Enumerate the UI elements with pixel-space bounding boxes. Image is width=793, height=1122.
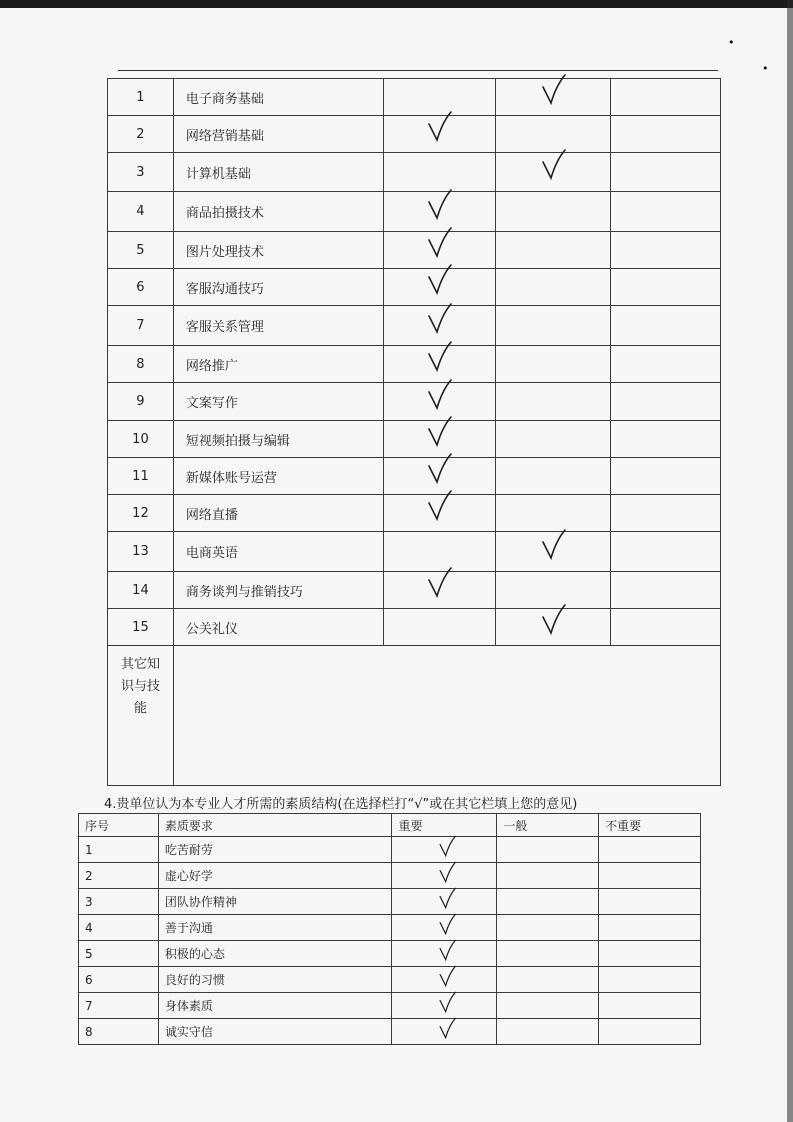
skills-table-row	[108, 306, 721, 346]
scan-right-edge	[787, 0, 793, 1122]
quality-table-header	[79, 814, 701, 837]
not-important-cell	[599, 915, 701, 941]
skill-name: 网络直播	[173, 495, 383, 532]
general-cell	[497, 941, 599, 967]
quality-table-row	[79, 941, 701, 967]
important-cell	[383, 153, 496, 192]
skills-table-row	[108, 572, 721, 609]
requirement-name: 善于沟通	[158, 915, 392, 941]
skill-name: 公关礼仪	[173, 609, 383, 646]
check-mark-icon	[426, 415, 452, 449]
row-number: 13	[108, 532, 174, 572]
not-important-cell	[611, 116, 721, 153]
skills-table-row	[108, 383, 721, 421]
important-cell	[383, 116, 496, 153]
row-number: 1	[79, 837, 159, 863]
skill-name: 商品拍摄技术	[173, 192, 383, 232]
skills-table-row	[108, 192, 721, 232]
row-number: 2	[108, 116, 174, 153]
quality-table-row	[79, 915, 701, 941]
check-mark-icon	[426, 452, 452, 486]
general-cell	[496, 609, 611, 646]
important-cell	[383, 609, 496, 646]
scan-mark: •	[728, 36, 735, 49]
check-mark-icon	[426, 340, 452, 374]
row-number: 9	[108, 383, 174, 421]
quality-table-row	[79, 837, 701, 863]
skill-name: 短视频拍摄与编辑	[173, 421, 383, 458]
not-important-cell	[611, 306, 721, 346]
skills-table-row	[108, 458, 721, 495]
important-cell	[392, 1019, 497, 1045]
row-number: 10	[108, 421, 174, 458]
top-rule	[118, 70, 718, 71]
row-number: 7	[108, 306, 174, 346]
col-header-requirement: 素质要求	[158, 814, 392, 837]
row-number: 14	[108, 572, 174, 609]
quality-table-row	[79, 889, 701, 915]
not-important-cell	[611, 572, 721, 609]
general-cell	[496, 269, 611, 306]
skill-name: 网络推广	[173, 346, 383, 383]
row-number: 5	[79, 941, 159, 967]
general-cell	[496, 116, 611, 153]
general-cell	[496, 383, 611, 421]
check-mark-icon	[434, 1017, 460, 1039]
requirement-name: 积极的心态	[158, 941, 392, 967]
check-mark-icon	[426, 110, 452, 144]
general-cell	[497, 863, 599, 889]
skill-name: 电子商务基础	[173, 79, 383, 116]
important-cell	[383, 495, 496, 532]
not-important-cell	[599, 837, 701, 863]
requirement-name: 身体素质	[158, 993, 392, 1019]
check-mark-icon	[426, 566, 452, 600]
check-mark-icon	[434, 991, 460, 1013]
row-number: 3	[79, 889, 159, 915]
important-cell	[392, 993, 497, 1019]
quality-table-row	[79, 967, 701, 993]
skills-table-row	[108, 495, 721, 532]
not-important-cell	[599, 889, 701, 915]
skills-table-row	[108, 232, 721, 269]
general-cell	[496, 192, 611, 232]
general-cell	[496, 421, 611, 458]
other-skills-label-line: 识与技	[120, 679, 160, 694]
row-number: 3	[108, 153, 174, 192]
check-mark-icon	[434, 887, 460, 909]
requirement-name: 良好的习惯	[158, 967, 392, 993]
important-cell	[392, 915, 497, 941]
skills-table-row	[108, 153, 721, 192]
row-number: 2	[79, 863, 159, 889]
not-important-cell	[611, 192, 721, 232]
requirement-name: 诚实守信	[158, 1019, 392, 1045]
not-important-cell	[599, 993, 701, 1019]
row-number: 6	[108, 269, 174, 306]
check-mark-icon	[434, 913, 460, 935]
check-mark-icon	[426, 226, 452, 260]
col-header-general: 一般	[497, 814, 599, 837]
not-important-cell	[611, 269, 721, 306]
other-skills-label-line: 能	[133, 701, 147, 716]
row-number: 4	[79, 915, 159, 941]
other-skills-row	[108, 646, 721, 786]
not-important-cell	[611, 609, 721, 646]
check-mark-icon	[540, 73, 566, 107]
col-header-not-important: 不重要	[599, 814, 701, 837]
not-important-cell	[611, 532, 721, 572]
skill-name: 客服沟通技巧	[173, 269, 383, 306]
quality-table-row	[79, 993, 701, 1019]
skills-table	[107, 78, 721, 786]
important-cell	[392, 837, 497, 863]
not-important-cell	[611, 495, 721, 532]
skill-name: 计算机基础	[173, 153, 383, 192]
not-important-cell	[611, 79, 721, 116]
check-mark-icon	[426, 378, 452, 412]
skills-table-row	[108, 609, 721, 646]
general-cell	[497, 837, 599, 863]
skill-name: 网络营销基础	[173, 116, 383, 153]
general-cell	[497, 889, 599, 915]
not-important-cell	[599, 967, 701, 993]
check-mark-icon	[426, 263, 452, 297]
general-cell	[497, 993, 599, 1019]
important-cell	[392, 941, 497, 967]
skill-name: 新媒体账号运营	[173, 458, 383, 495]
row-number: 7	[79, 993, 159, 1019]
scan-top-edge	[0, 0, 793, 8]
row-number: 12	[108, 495, 174, 532]
not-important-cell	[611, 458, 721, 495]
general-cell	[496, 306, 611, 346]
not-important-cell	[599, 941, 701, 967]
general-cell	[496, 232, 611, 269]
general-cell	[496, 532, 611, 572]
check-mark-icon	[434, 861, 460, 883]
requirement-name: 团队协作精神	[158, 889, 392, 915]
not-important-cell	[611, 346, 721, 383]
check-mark-icon	[434, 939, 460, 961]
col-header-no: 序号	[79, 814, 159, 837]
row-number: 5	[108, 232, 174, 269]
important-cell	[392, 889, 497, 915]
col-header-important: 重要	[392, 814, 497, 837]
not-important-cell	[611, 153, 721, 192]
check-mark-icon	[426, 489, 452, 523]
row-number: 1	[108, 79, 174, 116]
general-cell	[496, 495, 611, 532]
general-cell	[497, 967, 599, 993]
not-important-cell	[611, 232, 721, 269]
quality-table-row	[79, 1019, 701, 1045]
skills-table-row	[108, 346, 721, 383]
skills-table-row	[108, 532, 721, 572]
skill-name: 图片处理技术	[173, 232, 383, 269]
important-cell	[392, 863, 497, 889]
general-cell	[496, 79, 611, 116]
quality-table	[78, 813, 701, 1045]
general-cell	[496, 153, 611, 192]
check-mark-icon	[434, 835, 460, 857]
not-important-cell	[599, 1019, 701, 1045]
important-cell	[392, 967, 497, 993]
row-number: 8	[108, 346, 174, 383]
general-cell	[496, 458, 611, 495]
check-mark-icon	[540, 603, 566, 637]
scan-mark: •	[762, 62, 769, 75]
row-number: 6	[79, 967, 159, 993]
skill-name: 文案写作	[173, 383, 383, 421]
skills-table-row	[108, 269, 721, 306]
general-cell	[496, 346, 611, 383]
skills-table-row	[108, 79, 721, 116]
check-mark-icon	[434, 965, 460, 987]
requirement-name: 虚心好学	[158, 863, 392, 889]
not-important-cell	[611, 421, 721, 458]
row-number: 15	[108, 609, 174, 646]
skill-name: 客服关系管理	[173, 306, 383, 346]
check-mark-icon	[540, 148, 566, 182]
skills-table-row	[108, 116, 721, 153]
quality-section-title: 4.贵单位认为本专业人才所需的素质结构(在选择栏打“√”或在其它栏填上您的意见)	[104, 797, 578, 812]
important-cell	[383, 269, 496, 306]
requirement-name: 吃苦耐劳	[158, 837, 392, 863]
important-cell	[383, 572, 496, 609]
check-mark-icon	[426, 302, 452, 336]
check-mark-icon	[426, 188, 452, 222]
not-important-cell	[611, 383, 721, 421]
skills-table-row	[108, 421, 721, 458]
row-number: 4	[108, 192, 174, 232]
quality-table-row	[79, 863, 701, 889]
skill-name: 电商英语	[173, 532, 383, 572]
general-cell	[497, 1019, 599, 1045]
check-mark-icon	[540, 528, 566, 562]
row-number: 11	[108, 458, 174, 495]
other-skills-label	[108, 646, 174, 786]
row-number: 8	[79, 1019, 159, 1045]
skill-name: 商务谈判与推销技巧	[173, 572, 383, 609]
not-important-cell	[599, 863, 701, 889]
general-cell	[497, 915, 599, 941]
other-skills-entry[interactable]	[173, 646, 720, 786]
other-skills-label-line: 其它知	[120, 657, 160, 672]
